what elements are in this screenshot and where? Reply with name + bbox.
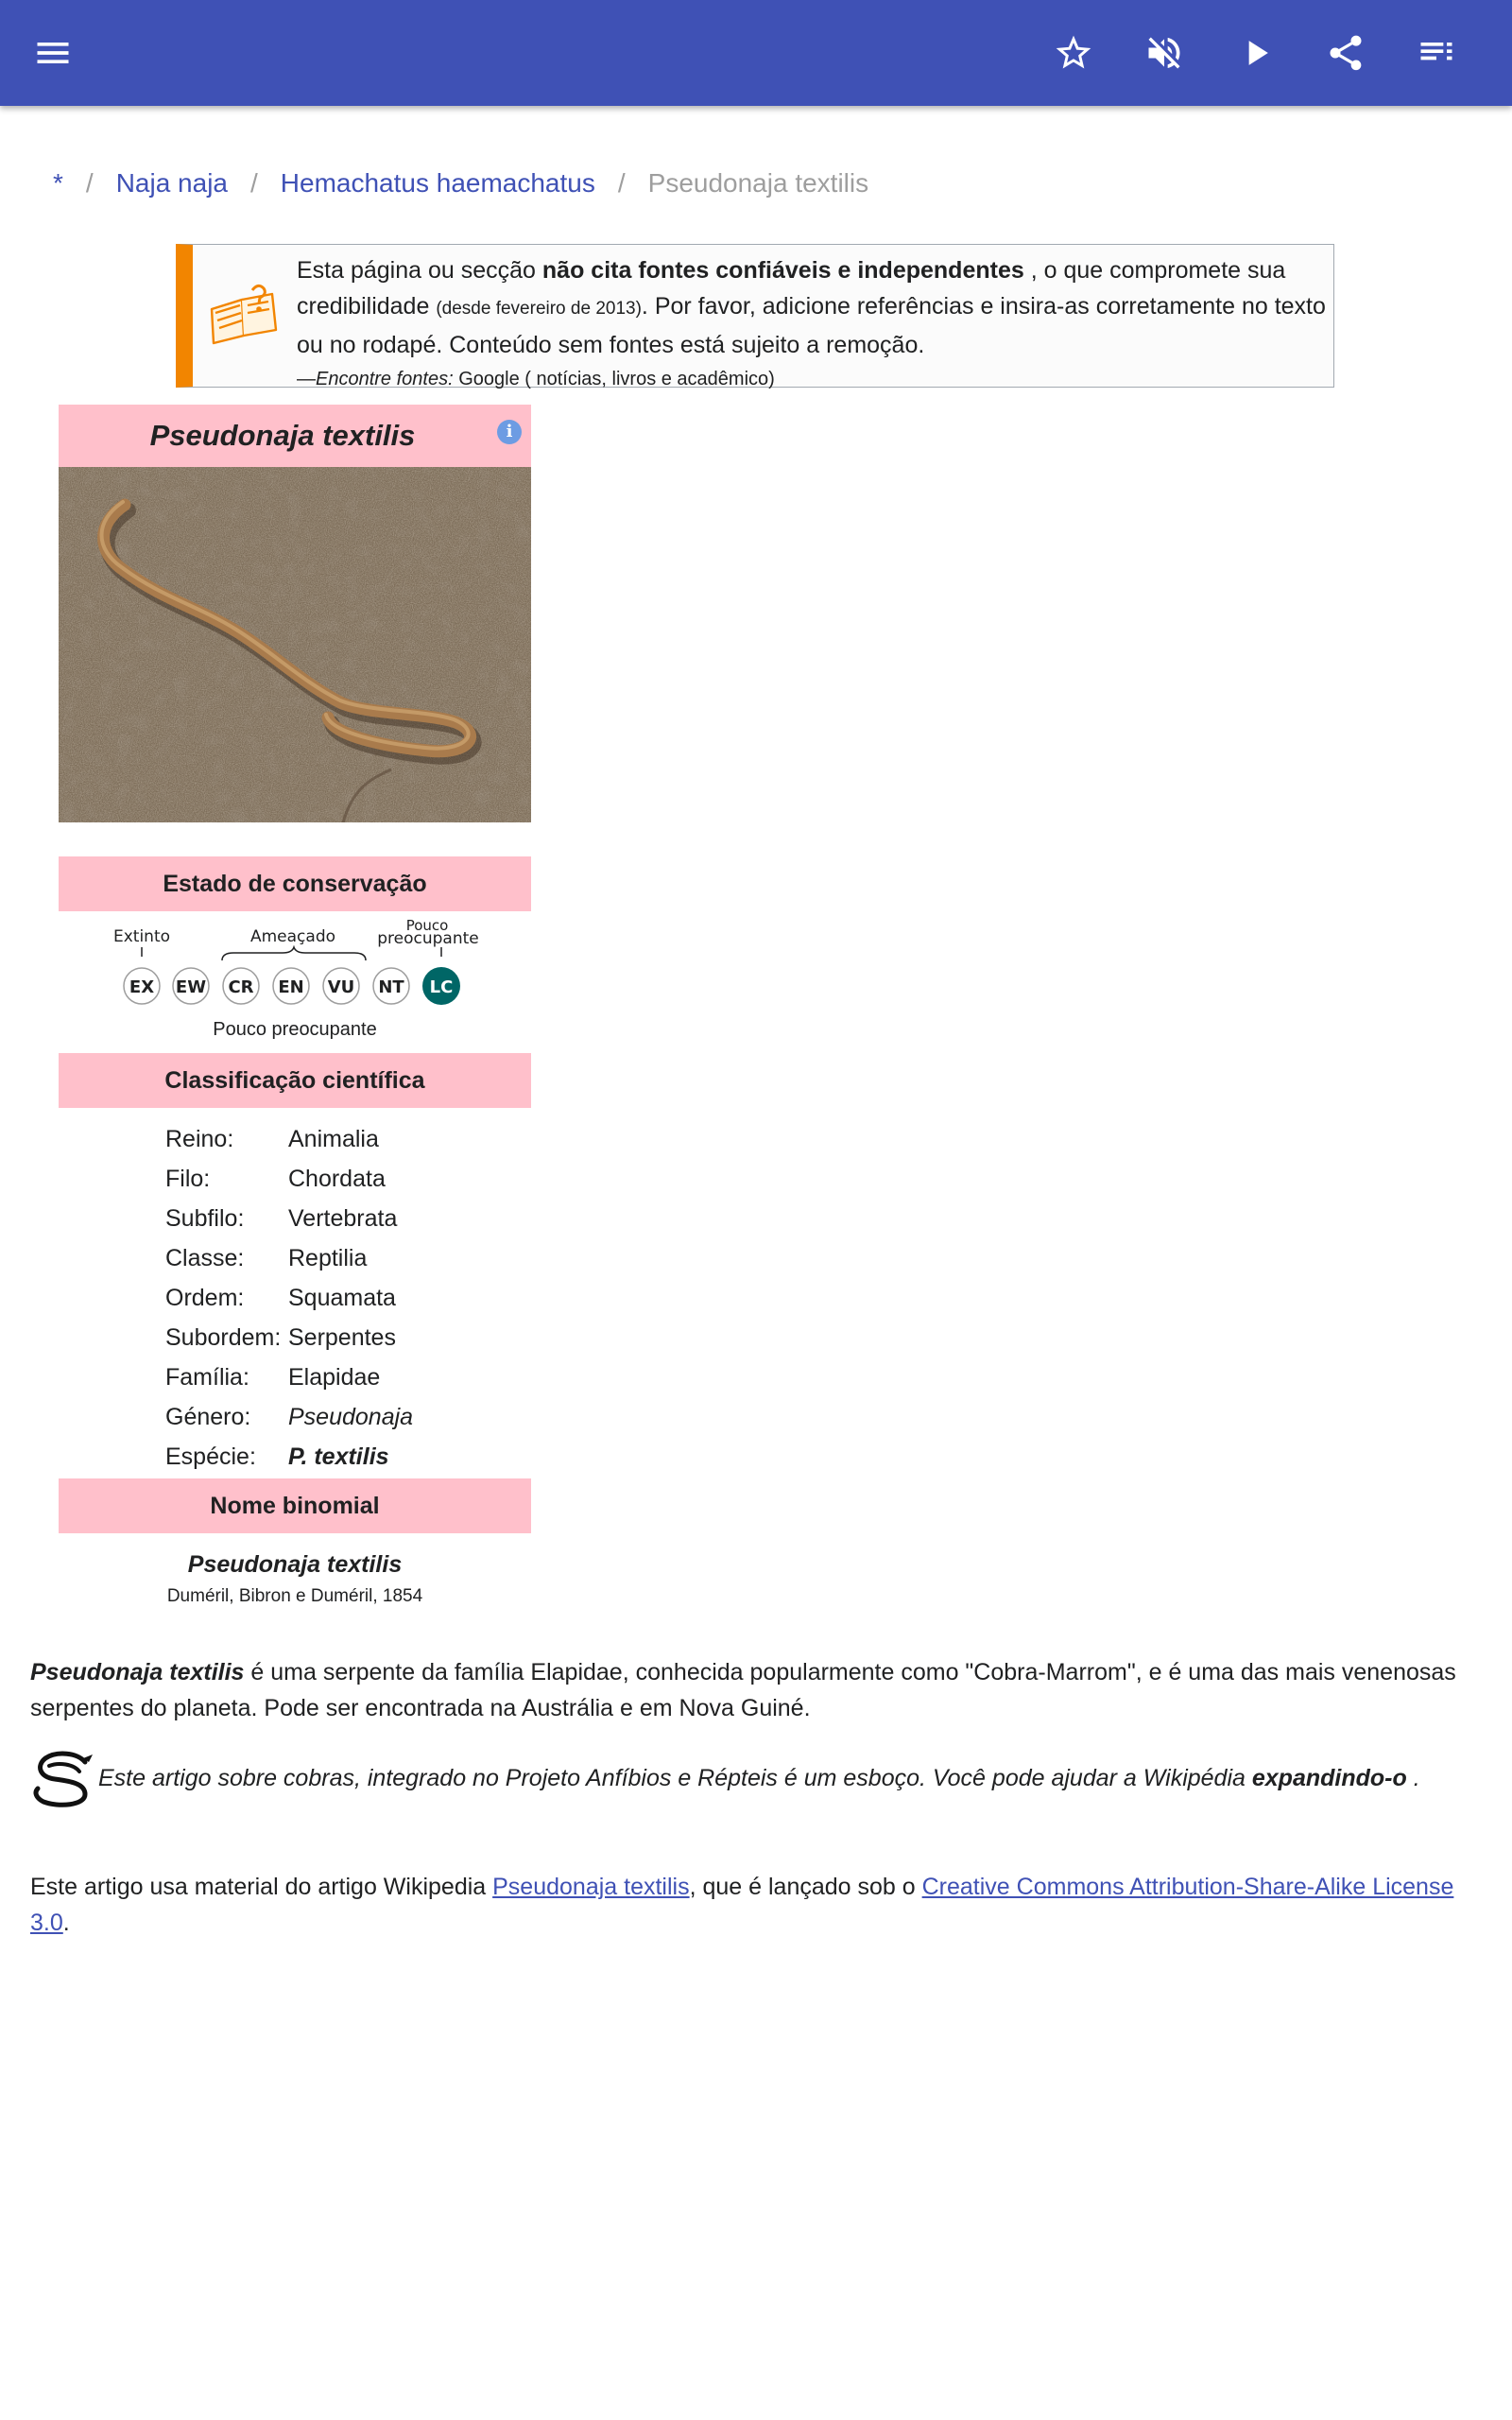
taxonomy-row-subordem — [165, 1318, 396, 1357]
svg-text:VU: VU — [327, 977, 355, 997]
find-sources-dash: — — [297, 369, 316, 389]
breadcrumb-current: Pseudonaja textilis — [647, 168, 869, 198]
intro-paragraph — [30, 1654, 1476, 1726]
notice-date: (desde fevereiro de 2013) — [436, 299, 642, 319]
iucn-label-threatened: Ameaçado — [249, 927, 336, 946]
star-icon[interactable] — [1045, 25, 1102, 81]
iucn-scale — [59, 911, 531, 1015]
svg-text:EN: EN — [278, 977, 304, 997]
conservation-header: Estado de conservação — [59, 856, 531, 911]
iucn-code-nt — [373, 968, 409, 1004]
taxonomy-rank: Filo: — [165, 1166, 211, 1192]
taxonomy-value: P. textilis — [288, 1443, 389, 1470]
breadcrumb-item-home[interactable]: * — [53, 168, 63, 198]
taxobox — [59, 405, 531, 1630]
sources-notice-box — [176, 244, 1334, 388]
notice-text — [297, 252, 1327, 393]
taxonomy-rank: Subordem: — [165, 1324, 282, 1351]
snake-icon — [30, 1749, 96, 1809]
taxonomy-row-classe — [165, 1238, 367, 1278]
breadcrumb-item-naja-naja[interactable]: Naja naja — [115, 168, 228, 198]
breadcrumb-separator: / — [250, 168, 258, 198]
find-sources-label: Encontre fontes: — [316, 369, 454, 389]
stub-text — [98, 1760, 1420, 1796]
taxonomy-row-filo — [165, 1159, 386, 1199]
license-text-start: Este artigo usa material do artigo Wikipedia — [30, 1874, 493, 1900]
taxonomy-rank: Classe: — [165, 1245, 245, 1271]
taxobox-title — [59, 405, 531, 467]
snake-photo-image — [59, 467, 531, 822]
iucn-code-vu — [323, 968, 359, 1004]
breadcrumb — [53, 168, 868, 199]
svg-text:LC: LC — [429, 977, 454, 997]
conservation-status-text: Pouco preocupante — [213, 1019, 377, 1040]
menu-icon[interactable] — [25, 25, 81, 81]
iucn-status-graphic — [59, 911, 531, 1053]
find-sources-links[interactable]: Google ( notícias, livros e acadêmico) — [453, 369, 775, 389]
license-paragraph — [30, 1869, 1476, 1941]
taxonomy-row-especie — [165, 1437, 389, 1477]
intro-species-name: Pseudonaja textilis — [30, 1659, 245, 1685]
taxonomy-value[interactable]: Serpentes — [288, 1324, 396, 1351]
iucn-code-cr — [223, 968, 259, 1004]
binomial-name: Pseudonaja textilis — [187, 1551, 403, 1578]
breadcrumb-separator: / — [85, 168, 94, 198]
taxonomy-rank: Ordem: — [165, 1285, 245, 1311]
svg-text:EX: EX — [129, 977, 155, 997]
classification-header: Classificação científica — [59, 1053, 531, 1108]
iucn-code-en — [273, 968, 309, 1004]
notice-text-end: . Por favor, adicione referências e insira-as corretamente no texto ou no rodapé. Conteúdo sem fontes está sujeito a remoção. — [297, 293, 1326, 358]
taxonomy-rank: Família: — [165, 1364, 249, 1391]
playlist-icon[interactable] — [1408, 25, 1465, 81]
share-icon[interactable] — [1317, 25, 1374, 81]
volume-off-icon[interactable] — [1136, 25, 1193, 81]
binomial-header: Nome binomial — [59, 1478, 531, 1533]
iucn-label-extinct: Extinto — [112, 927, 171, 946]
taxonomy-value[interactable]: Pseudonaja — [288, 1404, 414, 1430]
taxonomy-rank: Género: — [165, 1404, 251, 1430]
stub-text-main: Este artigo sobre cobras, integrado no Projeto Anfíbios e Répteis é um esboço. Você pode ajudar a Wikipédia — [98, 1765, 1252, 1791]
book-question-icon — [206, 281, 282, 347]
iucn-code-ex — [124, 968, 160, 1004]
notice-text-start: Esta página ou secção — [297, 257, 542, 284]
license-article-link[interactable]: Pseudonaja textilis — [492, 1874, 690, 1900]
breadcrumb-item-hemachatus[interactable]: Hemachatus haemachatus — [280, 168, 595, 198]
iucn-label-lc-top: Pouco — [405, 917, 449, 934]
iucn-code-lc-selected — [422, 967, 460, 1005]
binomial-section — [59, 1533, 531, 1630]
taxonomy-row-reino — [165, 1119, 379, 1159]
taxonomy-row-subfilo — [165, 1199, 397, 1238]
taxonomy-table — [59, 1108, 531, 1478]
taxonomy-value[interactable]: Elapidae — [288, 1364, 381, 1391]
intro-text: é uma serpente da família Elapidae, conhecida popularmente como "Cobra-Marrom", e é uma das mais venenosas serpentes do planeta. Pode ser encontrada na Austrália e em Nova Guiné. — [30, 1659, 1456, 1721]
taxonomy-rank: Reino: — [165, 1126, 234, 1152]
license-text-end: . — [62, 1910, 70, 1936]
license-text-mid: , que é lançado sob o — [689, 1874, 922, 1900]
spacer — [59, 822, 531, 856]
svg-text:CR: CR — [228, 977, 254, 997]
find-sources-line — [297, 365, 1327, 393]
play-icon[interactable] — [1228, 25, 1284, 81]
notice-text-mid: , o que compromete sua credibilidade — [297, 257, 1286, 320]
breadcrumb-separator: / — [617, 168, 626, 198]
notice-text-bold: não cita fontes confiáveis e independentes — [541, 257, 1024, 284]
species-photo[interactable] — [59, 467, 531, 822]
taxonomy-value[interactable]: Animalia — [288, 1126, 379, 1152]
taxonomy-row-ordem — [165, 1278, 396, 1318]
info-icon[interactable]: i — [497, 420, 522, 444]
taxonomy-value[interactable]: Chordata — [288, 1166, 386, 1192]
taxonomy-rank: Espécie: — [165, 1443, 256, 1470]
binomial-authority: Duméril, Bibron e Duméril, 1854 — [166, 1586, 423, 1606]
taxonomy-rank: Subfilo: — [165, 1205, 245, 1232]
taxobox-title-text: Pseudonaja textilis — [149, 419, 416, 452]
iucn-label-lc-bottom: preocupante — [377, 929, 479, 948]
taxonomy-value[interactable]: Squamata — [288, 1285, 396, 1311]
taxonomy-value[interactable]: Reptilia — [288, 1245, 368, 1271]
svg-text:EW: EW — [175, 977, 207, 997]
taxonomy-row-genero — [165, 1397, 413, 1437]
stub-text-end: . — [1406, 1765, 1420, 1791]
svg-text:NT: NT — [378, 977, 404, 997]
app-bar — [0, 0, 1512, 106]
taxonomy-value[interactable]: Vertebrata — [288, 1205, 398, 1232]
iucn-code-ew — [173, 968, 209, 1004]
taxonomy-row-familia — [165, 1357, 380, 1397]
stub-expand-link[interactable]: expandindo-o — [1251, 1765, 1407, 1791]
license-cc-link[interactable]: Creative Commons Attribution-Share-Alike License 3.0 — [30, 1874, 1454, 1936]
